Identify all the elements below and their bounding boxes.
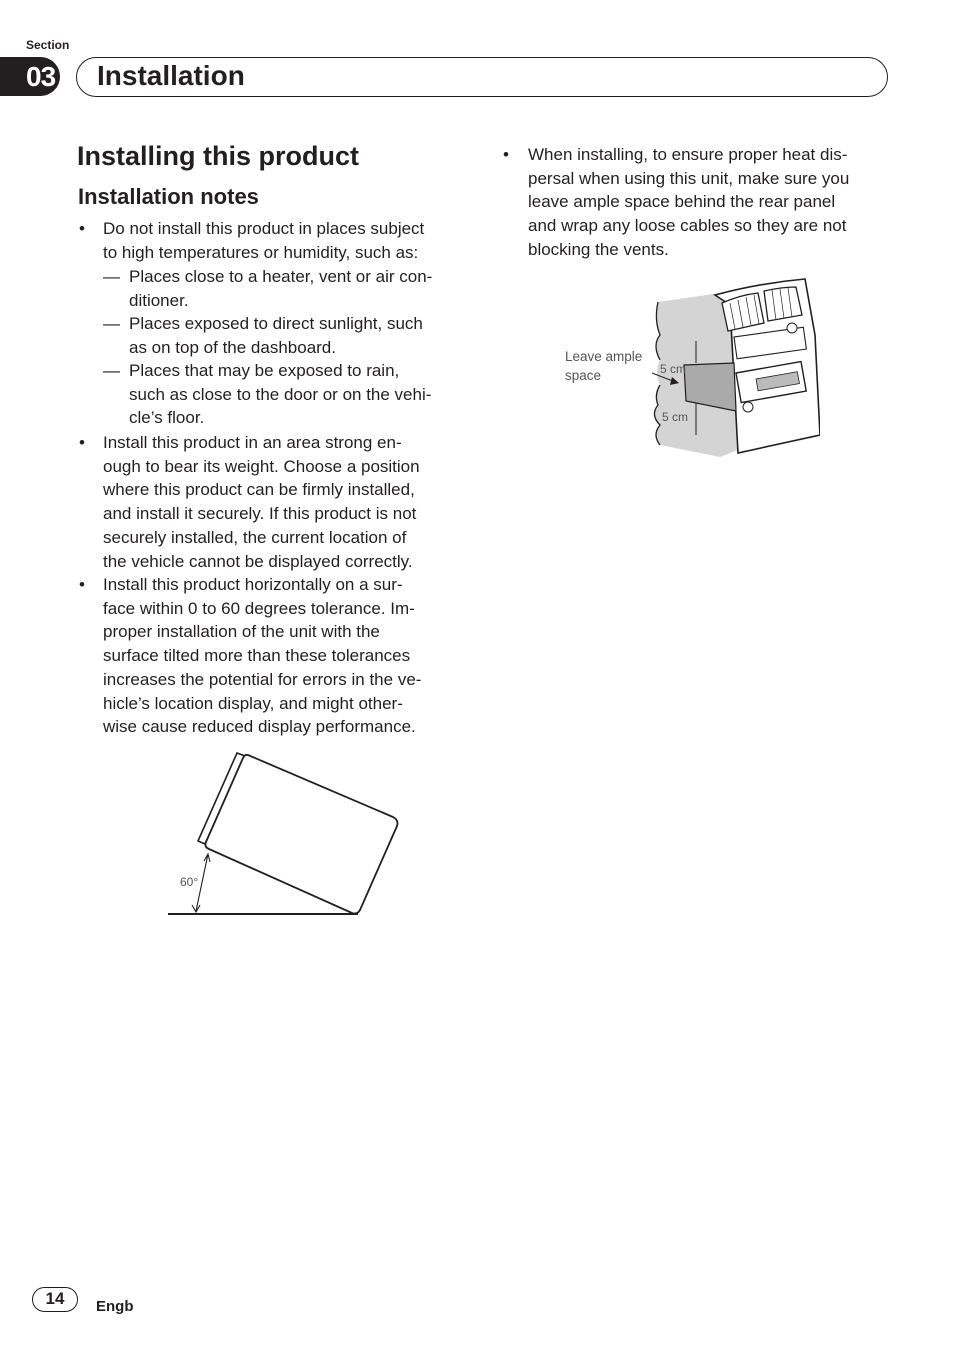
note-line: as on top of the dashboard. — [129, 337, 336, 357]
note-line: Places close to a heater, vent or air con- — [129, 267, 433, 286]
dashboard-clearance-figure — [560, 275, 820, 465]
note-line: Places exposed to direct sunlight, such — [129, 314, 423, 333]
note-line: where this product can be firmly installed, — [103, 480, 415, 500]
vent-right — [764, 287, 802, 321]
note-line: wise cause reduced display performance. — [103, 717, 416, 737]
note-1-subitem-1 — [129, 265, 432, 312]
installation-notes-heading: Installation notes — [78, 184, 259, 209]
leave-ample-label: Leave ample — [565, 349, 643, 364]
dash-marker: — — [103, 267, 120, 286]
note-line: securely installed, the current location of — [103, 527, 407, 547]
unit-knob — [743, 402, 753, 412]
note-line: face within 0 to 60 degrees tolerance. Im- — [103, 598, 415, 618]
bullet-marker: • — [79, 575, 85, 594]
note-line: ough to bear its weight. Choose a position — [103, 456, 420, 476]
note-line: hicle’s location display, and might other- — [103, 693, 403, 713]
note-line: such as close to the door or on the vehi- — [129, 384, 432, 404]
note-4-text — [528, 143, 849, 262]
note-line: Places that may be exposed to rain, — [129, 361, 400, 380]
note-line: leave ample space behind the rear panel — [528, 192, 836, 212]
section-number-badge: 03 — [0, 57, 60, 96]
note-line: cle’s floor. — [129, 408, 205, 428]
note-line: proper installation of the unit with the — [103, 622, 380, 642]
note-1-subitem-2 — [129, 312, 423, 359]
note-3-text — [103, 573, 421, 739]
bullet-marker: • — [503, 145, 509, 164]
note-line: and install it securely. If this product is not — [103, 504, 417, 524]
language-code: Engb — [96, 1298, 134, 1315]
gap-top-label: 5 cm — [660, 362, 687, 376]
note-line: ditioner. — [129, 290, 189, 310]
dash-marker: — — [103, 314, 120, 333]
section-label: Section — [26, 38, 70, 52]
unit-body — [205, 755, 397, 914]
note-line: persal when using this unit, make sure you — [528, 168, 850, 188]
note-line: blocking the vents. — [528, 239, 669, 259]
note-1-text — [103, 217, 424, 264]
note-line: the vehicle cannot be displayed correctly. — [103, 551, 413, 571]
page-number: 14 — [32, 1287, 78, 1312]
note-line: to high temperatures or humidity, such as: — [103, 242, 419, 262]
angle-label: 60° — [180, 875, 199, 889]
knob — [787, 323, 797, 333]
space-label: space — [565, 368, 602, 383]
gap-bottom-label: 5 cm — [662, 410, 689, 424]
note-line: Do not install this product in places subject — [103, 219, 425, 238]
note-line: When installing, to ensure proper heat dis- — [528, 145, 848, 164]
note-line: surface tilted more than these tolerances — [103, 646, 411, 666]
dash-marker: — — [103, 361, 120, 380]
note-line: Install this product horizontally on a sur- — [103, 575, 403, 594]
note-line: Install this product in an area strong en- — [103, 433, 402, 452]
note-1-subitem-3 — [129, 359, 431, 430]
bullet-marker: • — [79, 219, 85, 238]
note-line: increases the potential for errors in the ve- — [103, 669, 422, 689]
page-heading: Installing this product — [77, 141, 359, 171]
tilt-angle-figure — [160, 745, 410, 925]
note-2-text — [103, 431, 420, 573]
note-line: and wrap any loose cables so they are not — [528, 216, 847, 236]
bullet-marker: • — [79, 433, 85, 452]
section-title: Installation — [97, 60, 245, 91]
